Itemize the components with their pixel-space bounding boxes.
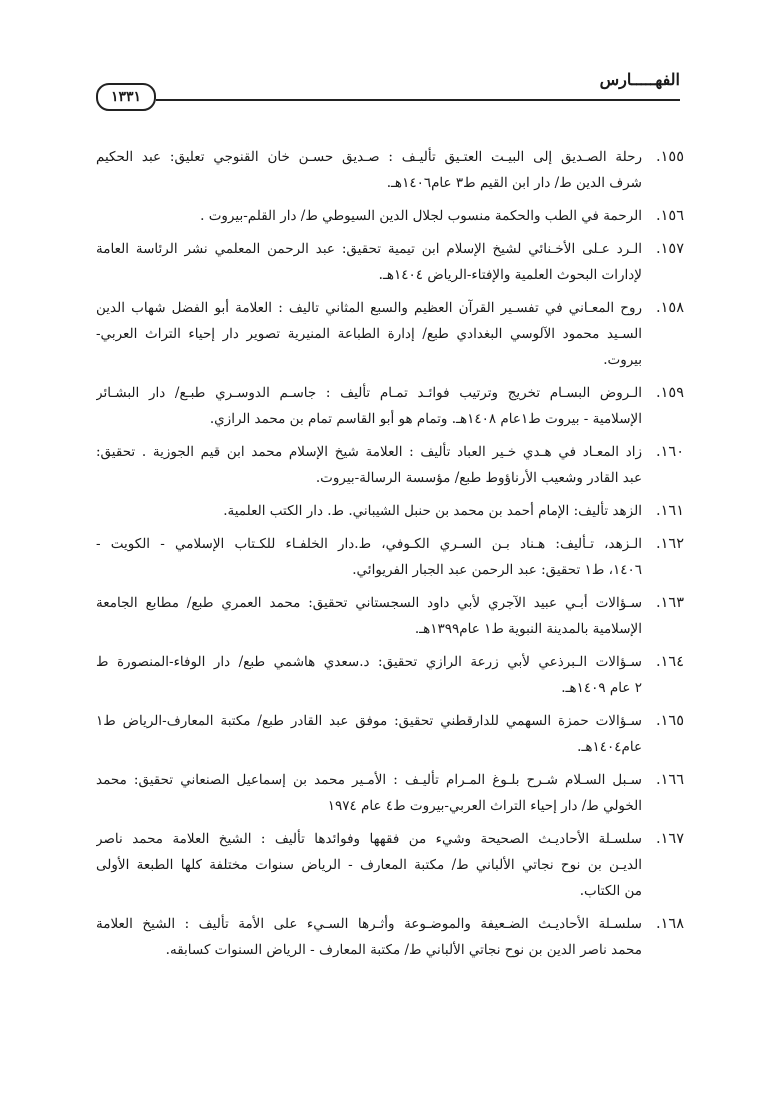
entry-number: ١٦١.	[656, 503, 684, 519]
bibliography-entry	[96, 911, 684, 963]
entry-number: ١٦٣.	[656, 595, 684, 611]
entry-line: الزهد تأليف: الإمام أحمد بن محمد بن حنبل الشيباني. ط. دار الكتب العلمية.	[223, 503, 642, 519]
header-rule	[156, 99, 680, 101]
entry-line: زاد المعـاد في هـدي خـير العباد تأليف : العلامة شيخ الإسلام محمد ابن قيم الجوزية . تحقيق:	[96, 444, 642, 460]
entry-line: الخولي ط/ دار إحياء التراث العربي-بيروت ط٤ عام ١٩٧٤	[327, 798, 642, 814]
entry-text	[96, 767, 642, 819]
entry-number: ١٥٨.	[656, 300, 684, 316]
page-number-badge: ١٣٣١	[96, 83, 156, 111]
entry-line: الديـن بن نوح نجاتي الألباني ط/ مكتبة المعارف - الرياض سنوات مختلفة كلها الطبعة الأولى	[96, 857, 642, 873]
entry-text	[96, 708, 642, 760]
entry-number: ١٦٥.	[656, 713, 684, 729]
entry-text	[96, 531, 642, 583]
entry-line: لإدارات البحوث العلمية والإفتاء-الرياض ١٤٠٤هـ.	[378, 267, 642, 283]
bibliography-entry	[96, 439, 684, 491]
entry-line: ١٤٠٦، ط١ تحقيق: عبد الرحمن عبد الجبار الفريوائي.	[352, 562, 642, 578]
bibliography-entry	[96, 767, 684, 819]
bibliography-entry	[96, 826, 684, 904]
entry-number: ١٦٤.	[656, 654, 684, 670]
entry-number: ١٦٧.	[656, 831, 684, 847]
bibliography-entry	[96, 708, 684, 760]
entry-text	[96, 295, 642, 373]
entry-text	[96, 649, 642, 701]
bibliography-entry	[96, 590, 684, 642]
entry-number: ١٦٨.	[656, 916, 684, 932]
entry-line: من الكتاب.	[579, 883, 642, 899]
bibliography-entry	[96, 295, 684, 373]
entry-text	[96, 590, 642, 642]
entry-text	[96, 236, 642, 288]
entry-line: عبد القادر وشعيب الأرناؤوط طبع/ مؤسسة الرسالة-بيروت.	[315, 470, 642, 486]
bibliography-list	[96, 144, 684, 970]
entry-line: سلسـلة الأحاديـث الصحيحة وشيء من فقهها وفوائدها تأليف : الشيخ العلامة محمد ناصر	[96, 831, 642, 847]
entry-number: ١٥٦.	[656, 208, 684, 224]
entry-text	[96, 380, 642, 432]
entry-text	[96, 439, 642, 491]
bibliography-entry	[96, 498, 684, 524]
bibliography-entry	[96, 203, 684, 229]
entry-line: الإسلامية - بيروت ط١عام ١٤٠٨هـ. وتمام هو أبو القاسم تمام بن محمد الرازي.	[209, 411, 642, 427]
entry-number: ١٥٧.	[656, 241, 684, 257]
entry-line: السـيد محمود الآلوسي البغدادي طبع/ إدارة الطباعة المنيرية تصوير دار إحياء التراث العربي-	[96, 326, 642, 342]
entry-line: عام١٤٠٤هـ.	[577, 739, 642, 755]
entry-line: الـروض البسـام تخريج وترتيب فوائـد تمـام تأليف : جاسـم الدوسـري طبـع/ دار البشـائر	[96, 385, 642, 401]
entry-number: ١٦٠.	[656, 444, 684, 460]
entry-line: الـزهد، تـأليف: هـناد بـن السـري الكـوفي، ط.دار الخلفـاء للكـتاب الإسلامي - الكويت -	[96, 536, 642, 552]
entry-line: سـبل السـلام شـرح بلـوغ المـرام تأليـف : الأمـير محمد بن إسماعيل الصنعاني تحقيق: محمد	[96, 772, 642, 788]
bibliography-entry	[96, 144, 684, 196]
section-title: الفهـــــارس	[599, 70, 680, 89]
entry-text	[96, 203, 642, 229]
entry-number: ١٦٦.	[656, 772, 684, 788]
entry-number: ١٦٢.	[656, 536, 684, 552]
page-header	[96, 70, 680, 110]
entry-number: ١٥٥.	[656, 149, 684, 165]
bibliography-entry	[96, 380, 684, 432]
entry-text	[96, 498, 642, 524]
entry-text	[96, 911, 642, 963]
entry-line: روح المعـاني في تفسـير القرآن العظيم والسبع المثاني تاليف : العلامة أبو الفضل شهاب الدين	[96, 300, 642, 316]
entry-line: سـؤالات أبـي عبيد الآجري لأبي داود السجستاني تحقيق: محمد العمري طبع/ مطابع الجامعة	[96, 595, 642, 611]
entry-line: سـؤالات حمزة السهمي للدارقطني تحقيق: موفق عبد القادر طبع/ مكتبة المعارف-الرياض ط١	[96, 713, 642, 729]
entry-line: سـؤالات الـبرذعي لأبي زرعة الرازي تحقيق: د.سعدي هاشمي طبع/ دار الوفاء-المنصورة ط	[96, 654, 642, 670]
entry-line: ٢ عام ١٤٠٩هـ.	[561, 680, 642, 696]
entry-line: محمد ناصر الدين بن نوح نجاتي الألباني ط/ مكتبة المعارف - الرياض السنوات كسابقه.	[165, 942, 642, 958]
entry-text	[96, 144, 642, 196]
entry-text	[96, 826, 642, 904]
entry-line: رحلة الصـديق إلى البيـت العتـيق تأليـف : صـديق حسـن خان القنوجي تعليق: عبد الحكيم	[96, 149, 642, 165]
entry-line: بيروت.	[603, 352, 642, 368]
entry-line: الـرد عـلى الأخـنائي لشيخ الإسلام ابن تيمية تحقيق: عبد الرحمن المعلمي نشر الرئاسة العامة	[96, 241, 642, 257]
bibliography-entry	[96, 236, 684, 288]
bibliography-entry	[96, 649, 684, 701]
entry-number: ١٥٩.	[656, 385, 684, 401]
entry-line: سلسـلة الأحاديـث الضـعيفة والموضـوعة وأثـرها السـيء على الأمة تأليف : الشيخ العلامة	[96, 916, 642, 932]
bibliography-entry	[96, 531, 684, 583]
entry-line: شرف الدين ط/ دار ابن القيم ط٣ عام١٤٠٦هـ.	[386, 175, 642, 191]
entry-line: الإسلامية بالمدينة النبوية ط١ عام١٣٩٩هـ.	[414, 621, 642, 637]
entry-line: الرحمة في الطب والحكمة منسوب لجلال الدين السيوطي ط/ دار القلم-بيروت .	[200, 208, 642, 224]
